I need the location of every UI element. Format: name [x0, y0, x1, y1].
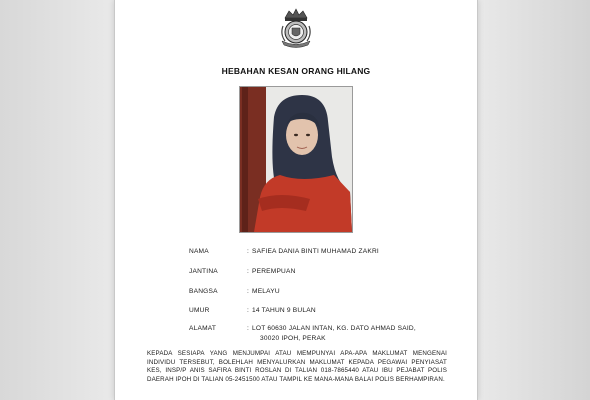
missing-person-photo	[239, 86, 353, 233]
value-alamat-line2: 30020 IPOH, PERAK	[260, 335, 326, 342]
label-jantina: JANTINA	[189, 268, 218, 275]
background-right	[476, 0, 590, 400]
separator: :	[247, 268, 250, 275]
poster-title: HEBAHAN KESAN ORANG HILANG	[221, 66, 371, 76]
label-bangsa: BANGSA	[189, 288, 218, 295]
value-nama: SAFIEA DANIA BINTI MUHAMAD ZAKRI	[252, 248, 379, 255]
label-nama: NAMA	[189, 248, 209, 255]
value-jantina: PEREMPUAN	[252, 268, 296, 275]
missing-person-poster	[114, 0, 478, 400]
contact-notice: KEPADA SESIAPA YANG MENJUMPAI ATAU MEMPUNYAI APA-APA MAKLUMAT MENGENAI INDIVIDU TERSEBUT, BOLEHLAH MENYALURKAN MAKLUMAT KEPADA PEGAWAI PENYIASAT KES, INSP/P ANIS SAFIRA BINTI ROSLAN DI TALIAN 018-7865440 ATAU IBU PEJABAT POLIS DAERAH IPOH DI TALIAN 05-2451500 ATAU TAMPIL KE MANA-MANA BALAI POLIS BERHAMPIRAN.	[147, 350, 447, 383]
separator: :	[247, 325, 250, 332]
police-crest-icon	[277, 8, 315, 50]
separator: :	[247, 248, 250, 255]
value-umur: 14 TAHUN 9 BULAN	[252, 307, 316, 314]
background-left	[0, 0, 114, 400]
separator: :	[247, 307, 250, 314]
separator: :	[247, 288, 250, 295]
value-alamat-line1: LOT 60630 JALAN INTAN, KG. DATO AHMAD SAID,	[252, 325, 416, 332]
value-bangsa: MELAYU	[252, 288, 280, 295]
label-umur: UMUR	[189, 307, 210, 314]
label-alamat: ALAMAT	[189, 325, 217, 332]
